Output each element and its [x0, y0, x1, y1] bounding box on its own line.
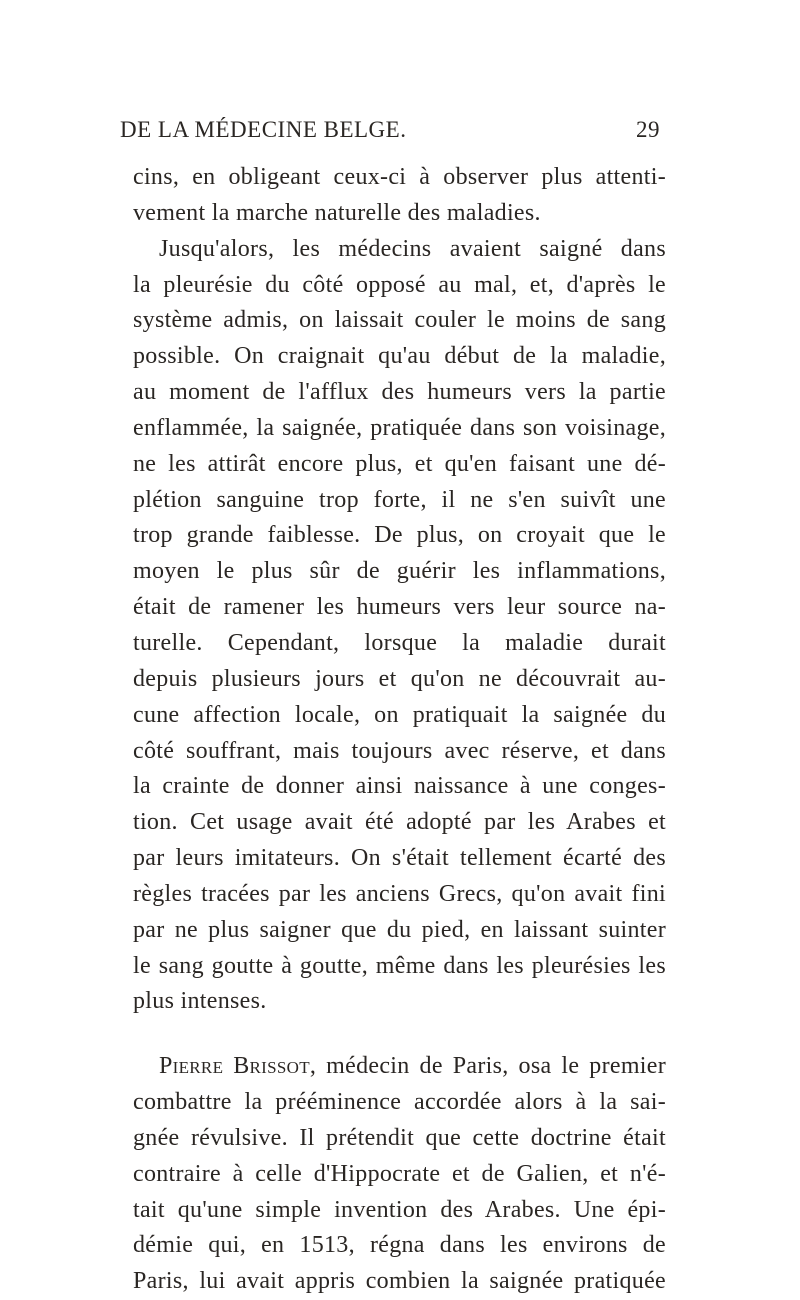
text-line: turelle. Cependant, lorsque la maladie durait: [133, 629, 666, 656]
text-line: Jusqu'alors, les médecins avaient saigné dans: [159, 235, 666, 262]
text-line: depuis plusieurs jours et qu'on ne découvrait au-: [133, 665, 666, 692]
text-line: cins, en obligeant ceux-ci à observer plus attenti-: [133, 164, 666, 190]
text-line: par ne plus saigner que du pied, en laissant suinter: [133, 916, 666, 943]
text-line: contraire à celle d'Hippocrate et de Galien, et n'é-: [133, 1160, 666, 1187]
text-line: [133, 1049, 666, 1085]
text-line: côté souffrant, mais toujours avec réserve, et dans: [133, 737, 666, 764]
text-line: tait qu'une simple invention des Arabes. Une épi-: [133, 1196, 666, 1223]
text-line: gnée révulsive. Il prétendit que cette doctrine était: [133, 1124, 666, 1151]
text-line: moyen le plus sûr de guérir les inflammations,: [133, 558, 666, 585]
paragraph-pleurisy: [133, 232, 666, 1021]
text-line: trop grande faiblesse. De plus, on croyait que le: [133, 522, 666, 549]
paragraph-brissot: [133, 1049, 666, 1300]
text-line: enflammée, la saignée, pratiquée dans son voisinage,: [133, 414, 666, 441]
text-line: plus intenses.: [133, 988, 267, 1015]
text-line: au moment de l'afflux des humeurs vers la partie: [133, 379, 666, 406]
text-line: démie qui, en 1513, régna dans les environs de: [133, 1232, 666, 1259]
text-line: la pleurésie du côté opposé au mal, et, d'après le: [133, 271, 666, 298]
text-line: ne les attirât encore plus, et qu'en faisant une dé-: [133, 450, 666, 477]
text-line: règles tracées par les anciens Grecs, qu'on avait fini: [133, 880, 666, 907]
person-name-smallcaps: Pierre Brissot: [159, 1053, 310, 1080]
text-line: possible. On craignait qu'au début de la maladie,: [133, 343, 666, 370]
paragraph-continued: [133, 160, 666, 232]
running-head: [120, 117, 660, 151]
text-line: plétion sanguine trop forte, il ne s'en suivît une: [133, 486, 666, 513]
paragraph-gap: [133, 1020, 666, 1049]
text-line: Paris, lui avait appris combien la saignée pratiquée: [133, 1268, 666, 1295]
text-line: système admis, on laissait couler le moins de sang: [133, 307, 666, 334]
text-line: la crainte de donner ainsi naissance à une conges-: [133, 773, 666, 800]
text-line: cune affection locale, on pratiquait la saignée du: [133, 701, 666, 728]
text-line: était de ramener les humeurs vers leur source na-: [133, 594, 666, 621]
running-title: DE LA MÉDECINE BELGE.: [120, 117, 407, 142]
text-line-rest: , médecin de Paris, osa le premier: [309, 1053, 666, 1080]
body-text: [133, 160, 666, 1300]
text-line: le sang goutte à goutte, même dans les pleurésies les: [133, 952, 666, 979]
text-line: combattre la prééminence accordée alors à la sai-: [133, 1089, 666, 1116]
page-number: 29: [636, 117, 660, 142]
text-line: par leurs imitateurs. On s'était tellement écarté des: [133, 845, 666, 872]
text-line: tion. Cet usage avait été adopté par les Arabes et: [133, 809, 666, 836]
text-line: vement la marche naturelle des maladies.: [133, 199, 541, 226]
